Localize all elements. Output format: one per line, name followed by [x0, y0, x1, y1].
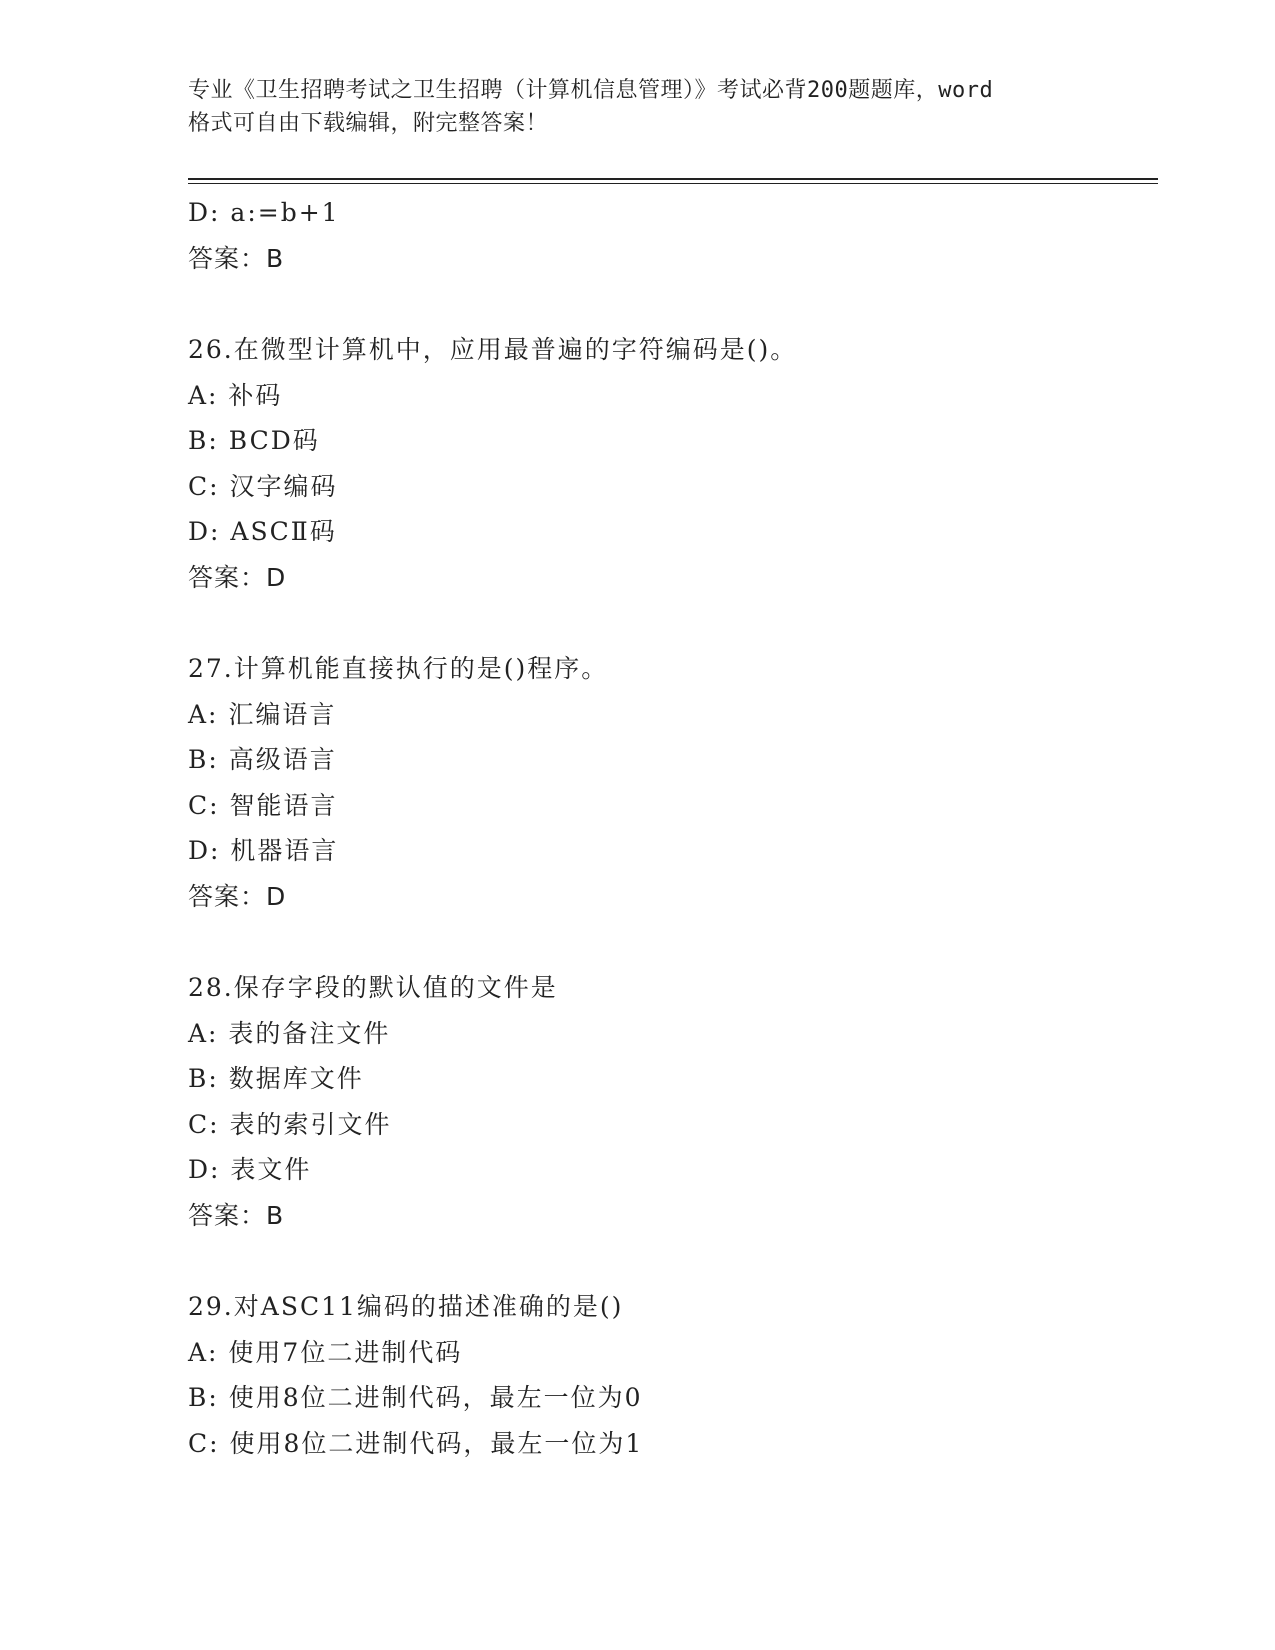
- answer-text: 答案：D: [188, 881, 287, 911]
- option-c: C: 表的索引文件: [188, 1109, 392, 1139]
- option-a: A: 补码: [188, 380, 283, 410]
- option-b: B: BCD码: [188, 426, 320, 455]
- answer-text: 答案：B: [188, 243, 285, 273]
- header-line-2: 格式可自由下载编辑，附完整答案！: [188, 111, 549, 136]
- answer-text: 答案：D: [188, 562, 287, 592]
- question-26: [188, 327, 1158, 600]
- question-29: [188, 1284, 1158, 1466]
- option-a: A: 表的备注文件: [188, 1018, 391, 1048]
- question-stem: 26.在微型计算机中，应用最普遍的字符编码是()。: [188, 335, 798, 364]
- option-d: D: a:=b+1: [188, 198, 340, 227]
- option-d: D: 表文件: [188, 1155, 312, 1184]
- option-c: C: 汉字编码: [188, 471, 338, 501]
- option-b: B: 高级语言: [188, 745, 337, 774]
- option-a: A: 汇编语言: [188, 699, 337, 729]
- answer-text: 答案：B: [188, 1200, 285, 1230]
- option-b: B: 数据库文件: [188, 1064, 364, 1093]
- option-c: C: 使用8位二进制代码，最左一位为1: [188, 1428, 644, 1458]
- option-d: D: 机器语言: [188, 836, 339, 865]
- question-stem: 29.对ASC11编码的描述准确的是(): [188, 1292, 624, 1321]
- question-list: [188, 190, 1158, 1466]
- option-a: A: 使用7位二进制代码: [188, 1337, 463, 1367]
- question-28: [188, 965, 1158, 1238]
- document-header: [188, 74, 1158, 140]
- question-stem: 28.保存字段的默认值的文件是: [188, 973, 558, 1002]
- option-c: C: 智能语言: [188, 790, 338, 820]
- header-divider: [188, 178, 1158, 184]
- question-27: [188, 646, 1158, 919]
- option-b: B: 使用8位二进制代码，最左一位为0: [188, 1383, 643, 1412]
- question-stem: 27.计算机能直接执行的是()程序。: [188, 654, 609, 683]
- option-d: D: ASCⅡ码: [188, 517, 337, 546]
- header-line-1: 专业《卫生招聘考试之卫生招聘（计算机信息管理）》考试必背200题题库，word: [188, 78, 994, 103]
